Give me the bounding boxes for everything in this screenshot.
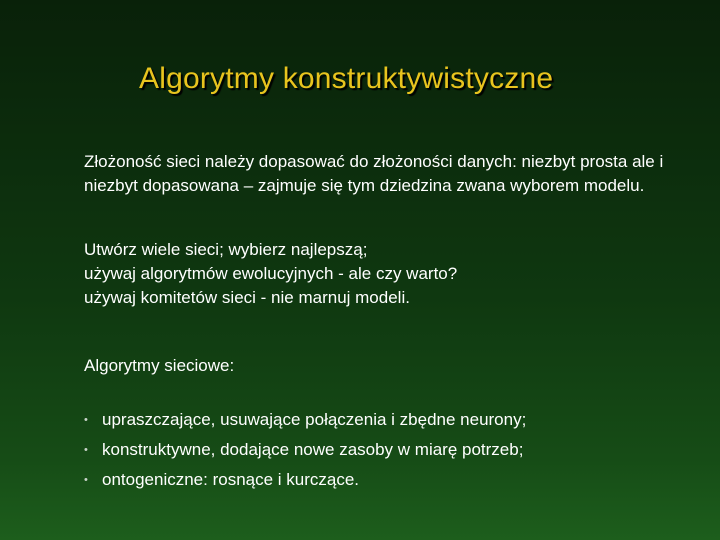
- bullet-icon: •: [84, 474, 88, 486]
- bullet-text: ontogeniczne: rosnące i kurczące.: [102, 470, 360, 489]
- list-item: [84, 436, 526, 466]
- strategy-line: Utwórz wiele sieci; wybierz najlepszą;: [84, 240, 368, 259]
- bullet-icon: •: [84, 444, 88, 456]
- paragraph-network-algorithms: Algorytmy sieciowe:: [84, 356, 235, 375]
- bullet-text: upraszczające, usuwające połączenia i zbędne neurony;: [102, 410, 527, 429]
- bullet-text: konstruktywne, dodające nowe zasoby w miarę potrzeb;: [102, 440, 524, 459]
- paragraph-network-strategies: [84, 238, 684, 310]
- paragraph-model-selection: Złożoność sieci należy dopasować do złożoności danych: niezbyt prosta ale i niezbyt dopasowana – zajmuje się tym dziedzina zwana wyborem modelu.: [84, 152, 664, 195]
- bullet-icon: •: [84, 414, 88, 426]
- strategy-line: używaj komitetów sieci - nie marnuj modeli.: [84, 288, 410, 307]
- list-item: [84, 406, 526, 436]
- list-item: [84, 466, 526, 496]
- slide-title: Algorytmy konstruktywistyczne: [139, 62, 554, 95]
- algorithm-bullet-list: [84, 406, 526, 496]
- strategy-line: używaj algorytmów ewolucyjnych - ale czy warto?: [84, 264, 458, 283]
